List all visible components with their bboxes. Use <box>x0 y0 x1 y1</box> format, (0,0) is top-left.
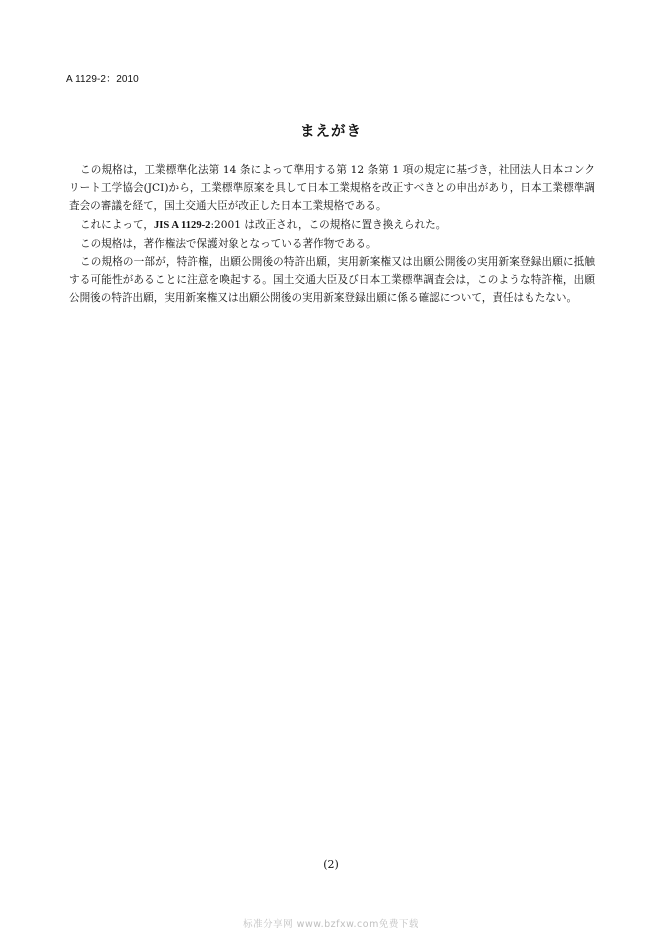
paragraph-copyright: この規格は，著作権法で保護対象となっている著作物である。 <box>80 237 377 250</box>
section-title: まえがき <box>300 124 362 140</box>
watermark: 标准分享网 www.bzfxw.com免费下载 <box>243 919 419 930</box>
standard-reference: JIS A 1129-2 <box>153 219 211 231</box>
paragraph-enactment: この規格は，工業標準化法第 14 条によって準用する第 12 条第 1 項の規定に基づき，社団法人日本コンクリート工学協会(JCI)から，工業標準原案を具して日本工業規格を改正すべきとの申出があり，日本工業標準調査会の審議を経て，国土交通大臣が改正した日本工業規格である。 <box>69 164 595 213</box>
replacement-text-after: :2001 は改正され，この規格に置き換えられた。 <box>210 218 447 231</box>
preface-body <box>69 161 595 308</box>
paragraph-patent-notice: この規格の一部が，特許権，出願公開後の特許出願，実用新案権又は出願公開後の実用新案登録出願に抵触する可能性があることに注意を喚起する。国土交通大臣及び日本工業標準調査会は，このような特許権，出願公開後の特許出願，実用新案権又は出願公開後の実用新案登録出願に係る確認について，責任はもたない。 <box>69 256 595 305</box>
page-number: (2) <box>323 858 339 871</box>
document-id: A 1129-2：2010 <box>66 74 139 85</box>
paragraph-replacement <box>69 216 595 235</box>
replacement-text-before: これによって， <box>80 218 154 231</box>
